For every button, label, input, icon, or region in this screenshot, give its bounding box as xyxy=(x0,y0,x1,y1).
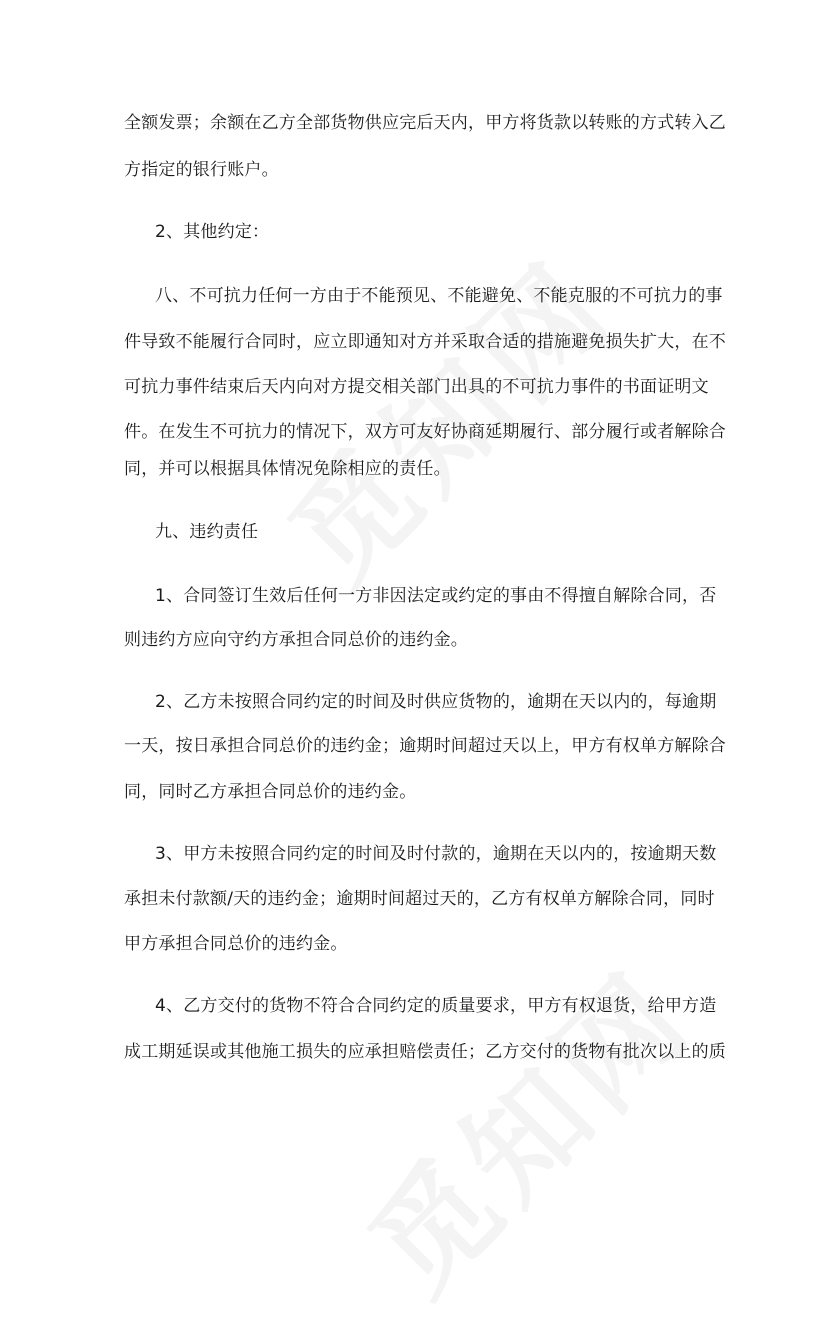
paragraph-line: 可抗力事件结束后天内向对方提交相关部门出具的不可抗力事件的书面证明文 xyxy=(124,377,709,397)
paragraph-line: 同，并可以根据具体情况免除相应的责任。 xyxy=(124,459,451,479)
paragraph-line: 全额发票；余额在乙方全部货物供应完后天内，甲方将货款以转账的方式转入乙 xyxy=(124,113,726,133)
watermark xyxy=(246,217,643,614)
paragraph-line: 甲方承担合同总价的违约金。 xyxy=(124,934,348,954)
paragraph-line: 承担未付款额/天的违约金；逾期时间超过天的，乙方有权单方解除合同，同时 xyxy=(124,889,715,909)
paragraph-line: 成工期延误或其他施工损失的应承担赔偿责任；乙方交付的货物有批次以上的质 xyxy=(124,1042,726,1062)
paragraph-line: 3、甲方未按照合同约定的时间及时付款的，逾期在天以内的，按逾期天数 xyxy=(155,844,717,864)
section-heading: 九、违约责任 xyxy=(155,522,259,542)
paragraph-line: 件。在发生不可抗力的情况下，双方可友好协商延期履行、部分履行或者解除合 xyxy=(124,422,726,442)
paragraph-line: 4、乙方交付的货物不符合合同约定的质量要求，甲方有权退货，给甲方造 xyxy=(155,996,717,1016)
paragraph-line: 则违约方应向守约方承担合同总价的违约金。 xyxy=(124,630,468,650)
paragraph-line: 同，同时乙方承担合同总价的违约金。 xyxy=(124,782,417,802)
paragraph-line: 方指定的银行账户。 xyxy=(124,160,279,180)
paragraph-line: 2、乙方未按照合同约定的时间及时供应货物的，逾期在天以内的，每逾期 xyxy=(155,692,717,712)
paragraph-line: 1、合同签订生效后任何一方非因法定或约定的事由不得擅自解除合同，否 xyxy=(155,586,717,606)
section-heading: 2、其他约定： xyxy=(155,222,270,242)
watermark xyxy=(326,927,723,1324)
paragraph-line: 件导致不能履行合同时，应立即通知对方并采取合适的措施避免损失扩大，在不 xyxy=(124,332,726,352)
paragraph-line: 八、不可抗力任何一方由于不能预见、不能避免、不能克服的不可抗力的事 xyxy=(155,286,723,306)
paragraph-line: 一天，按日承担合同总价的违约金；逾期时间超过天以上，甲方有权单方解除合 xyxy=(124,736,726,756)
